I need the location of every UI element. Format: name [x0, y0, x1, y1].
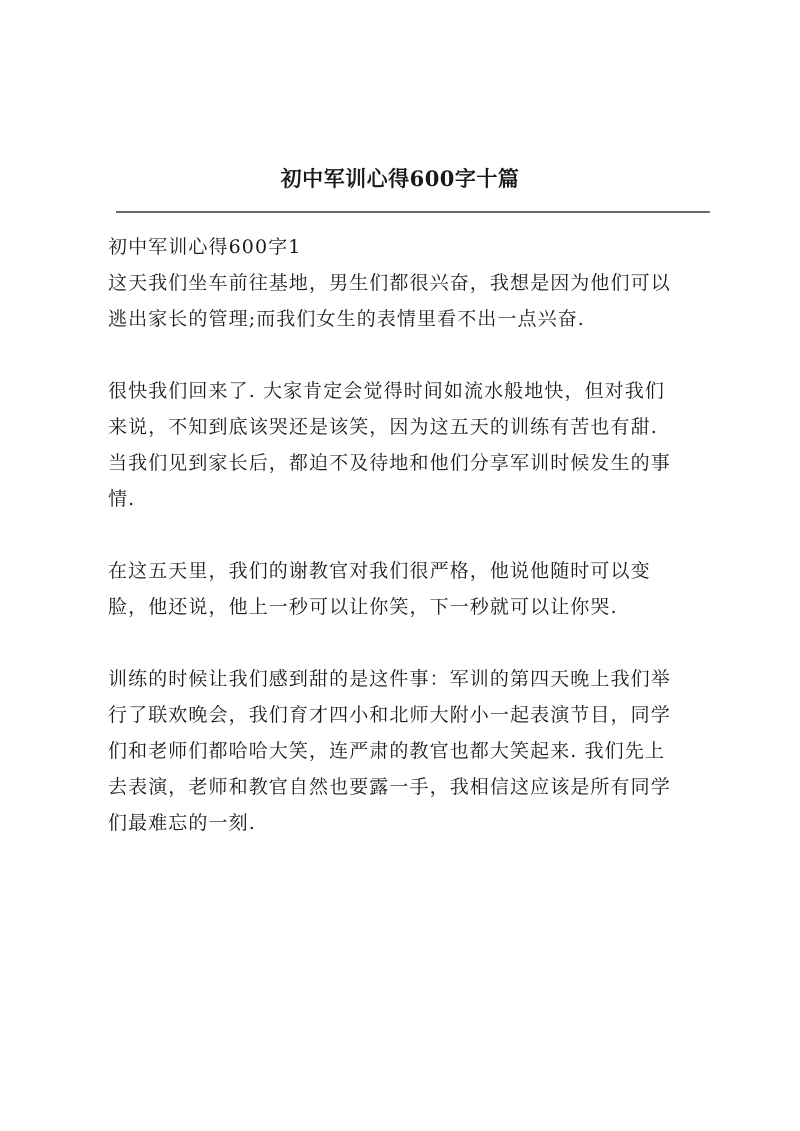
paragraph-spacer — [108, 337, 712, 373]
paragraph-line: 行了联欢晚会，我们育才四小和北师大附小一起表演节目，同学 — [108, 704, 671, 726]
paragraph-line: 训练的时候让我们感到甜的是这件事：军训的第四天晚上我们举 — [108, 668, 671, 690]
paragraph-line: 很快我们回来了. 大家肯定会觉得时间如流水般地快，但对我们 — [108, 380, 665, 402]
document-body — [108, 229, 712, 841]
document-title: 初中军训心得600字十篇 — [280, 166, 520, 191]
paragraph-line: 这天我们坐车前往基地，男生们都很兴奋，我想是因为他们可以 — [108, 272, 671, 294]
paragraph-line: 们最难忘的一刻. — [108, 812, 256, 834]
paragraph-line: 来说，不知到底该哭还是该笑，因为这五天的训练有苦也有甜. — [108, 416, 658, 438]
paragraph-line: 情. — [108, 488, 136, 510]
paragraph-3 — [108, 553, 712, 625]
paragraph-spacer — [108, 625, 712, 661]
paragraph-1 — [108, 265, 712, 337]
paragraph-line: 脸，他还说，他上一秒可以让你笑，下一秒就可以让你哭. — [108, 596, 618, 618]
paragraph-line: 在这五天里，我们的谢教官对我们很严格，他说他随时可以变 — [108, 560, 651, 582]
paragraph-line: 去表演，老师和教官自然也要露一手，我相信这应该是所有同学 — [108, 776, 671, 798]
title-divider — [116, 211, 710, 213]
paragraph-spacer — [108, 517, 712, 553]
paragraph-line: 逃出家长的管理;而我们女生的表情里看不出一点兴奋. — [108, 308, 585, 330]
paragraph-4 — [108, 661, 712, 841]
paragraph-line: 当我们见到家长后，都迫不及待地和他们分享军训时候发生的事 — [108, 452, 671, 474]
section-heading: 初中军训心得600字1 — [108, 236, 302, 258]
paragraph-line: 们和老师们都哈哈大笑，连严肃的教官也都大笑起来. 我们先上 — [108, 740, 665, 762]
paragraph-2 — [108, 373, 712, 517]
